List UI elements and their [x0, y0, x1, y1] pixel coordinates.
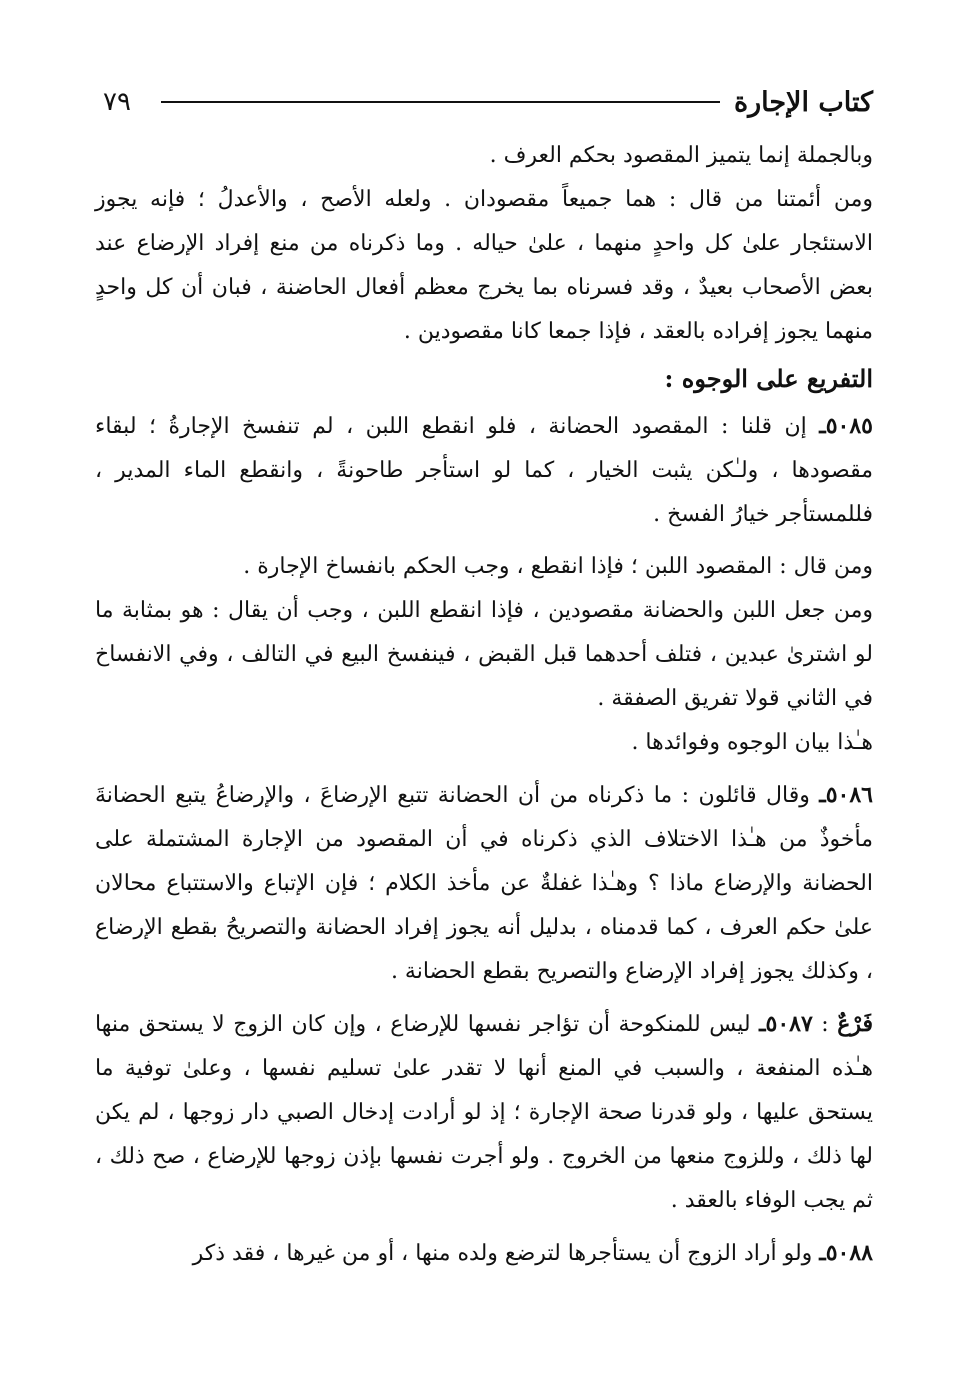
- paragraph-5: ومن جعل اللبن والحضانة مقصودين ، فإذا انقطع اللبن ، وجب أن يقال : هو بمثابة ما لو اشترىٰ عبدين ، فتلف أحدهما قبل القبض ، فينفسخ البيع في التالف ، وفي الانفساخ في الثاني قولا تفريق الصفقة .: [95, 598, 873, 711]
- issue-text-5087: ليس للمنكوحة أن تؤاجر نفسها للإرضاع ، وإن كان الزوج لا يستحق منها هـٰذه المنفعة ، والسبب في المنع أنها لا تقدر علىٰ تسليم نفسها ، وعلىٰ توفية ما يستحق عليها ، ولو قدرنا صحة الإجارة ؛ إذ لو أرادت إدخال الصبي دار زوجها ، لم يكن لها ذلك ، وللزوج منعها من الخروج . ولو أجرت نفسها بإذن زوجها للإرضاع ، صح ذلك ، ثم يجب الوفاء بالعقد .: [95, 1012, 873, 1213]
- paragraph-issue-5086: [95, 773, 873, 994]
- far-note-word: فَرْعٌ: [837, 1011, 873, 1037]
- issue-number-5086: ٥٠٨٦ـ: [819, 782, 873, 808]
- issue-number-5085: ٥٠٨٥ـ: [819, 413, 873, 439]
- running-header: [95, 78, 873, 126]
- paragraph-issue-5088: [95, 1231, 873, 1276]
- issue-text-5086: وقال قائلون : ما ذكرناه من أن الحضانة تتبع الإرضاعَ ، والإرضاعُ يتبع الحضانةَ مأخوذٌ من هـٰذا الاختلاف الذي ذكرناه في أن المقصود من الإجارة المشتملة على الحضانة والإرضاع ماذا ؟ وهـٰذا غفلةٌ عن مأخذ الكلام ؛ فإن الإتباع والاستتباع محالان علىٰ حكم العرف ، كما قدمناه ، بدليل أنه يجوز إفراد الحضانة والتصريحُ بقطع الإرضاع ، وكذلك يجوز إفراد الإرضاع والتصريح بقطع الحضانة .: [95, 783, 873, 984]
- paragraph-1: وبالجملة إنما يتميز المقصود بحكم العرف .: [489, 143, 873, 168]
- section-heading: التفريع على الوجوه :: [664, 364, 873, 393]
- paragraph-issue-5087: [95, 1002, 873, 1223]
- issue-text-5085: إن قلنا : المقصود الحضانة ، فلو انقطع اللبن ، لم تنفسخ الإجارةُ ؛ لبقاء مقصودها ، ولـٰكن يثبت الخيار ، كما لو استأجر طاحونةً ، وانقطع الماء المدير ، فللمستأجر خيارُ الفسخ .: [95, 414, 873, 527]
- body-text: [95, 134, 873, 1276]
- issue-number-5088: ٥٠٨٨ـ: [819, 1240, 873, 1266]
- header-rule: [161, 101, 720, 103]
- running-title: كتاب الإجارة: [733, 86, 873, 118]
- page-number: ٧٩: [103, 87, 131, 117]
- paragraph-4: ومن قال : المقصود اللبن ؛ فإذا انقطع ، وجب الحكم بانفساخ الإجارة .: [243, 554, 873, 579]
- note-separator: :: [812, 1012, 838, 1037]
- paragraph-2: ومن أئمتنا من قال : هما جميعاً مقصودان . ولعله الأصح ، والأعدلُ ؛ فإنه يجوز الاستئجار علىٰ كل واحدٍ منهما ، علىٰ حياله . وما ذكرناه من منع إفراد الإرضاع عند بعض الأصحاب بعيدٌ ، وقد فسرناه بما يخرج معظم أفعال الحاضنة ، فبان أن كل واحدٍ منهما يجوز إفراده بالعقد ، فإذا جمعا كانا مقصودين .: [95, 187, 873, 344]
- paragraph-6: هـٰذا بيان الوجوه وفوائدها .: [631, 730, 873, 755]
- issue-number-5087: ٥٠٨٧ـ: [759, 1011, 813, 1037]
- paragraph-issue-5085: [95, 404, 873, 537]
- issue-text-5088: ولو أراد الزوج أن يستأجرها لترضع ولده منها ، أو من غيرها ، فقد ذكر: [192, 1241, 813, 1266]
